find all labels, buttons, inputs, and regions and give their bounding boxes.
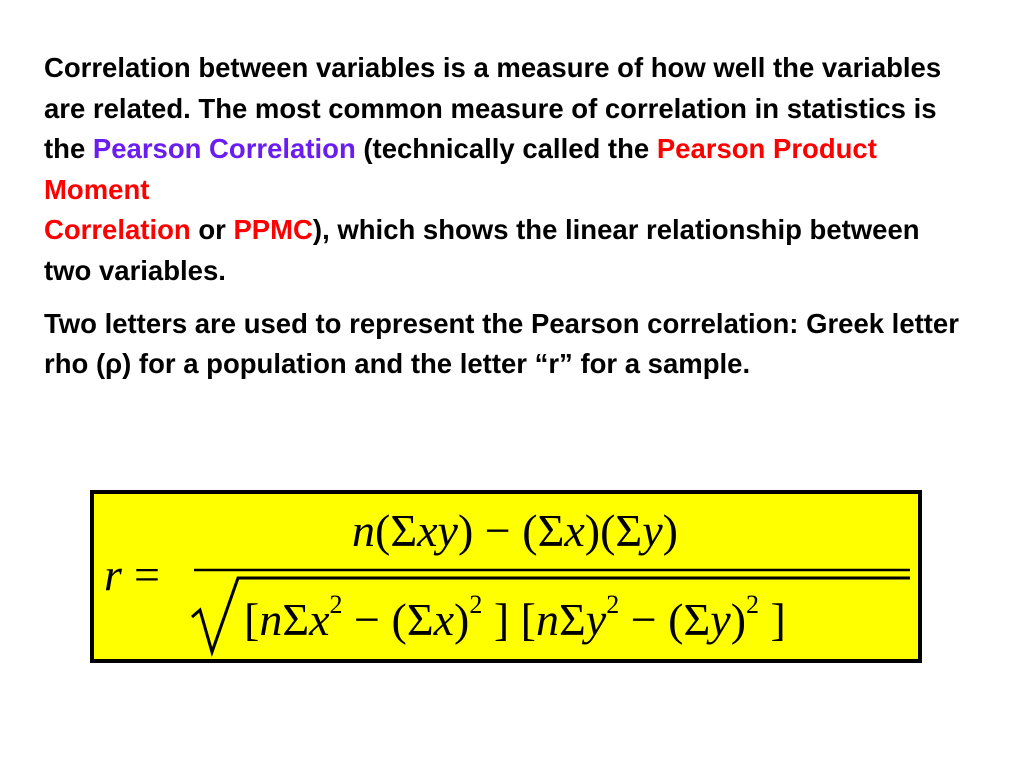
formula-numerator: n(Σxy) − (Σx)(Σy) bbox=[352, 505, 678, 556]
slide-text bbox=[44, 48, 974, 397]
ppmc-full-name-line2: Correlation bbox=[44, 214, 191, 246]
pearson-formula-box bbox=[90, 490, 922, 663]
paragraph1-text: (technically called the bbox=[355, 133, 657, 165]
paragraph1-text: ), which shows the linear relationship between two variables. bbox=[44, 214, 920, 286]
paragraph1-text: Correlation between variables is a measure of how well the variables are related. The most common measure of correlation in statistics is the bbox=[44, 52, 942, 165]
paragraph1-text: or bbox=[190, 214, 234, 246]
paragraph-letters-used: Two letters are used to represent the Pearson correlation: Greek letter rho (ρ) for a population and the letter “r” for a sample. bbox=[44, 307, 959, 380]
pearson-correlation-term: Pearson Correlation bbox=[92, 133, 356, 165]
paragraph-correlation-definition bbox=[44, 48, 974, 292]
pearson-formula bbox=[94, 494, 918, 659]
formula-denominator: [$n\Sigma x^2 - (\Sigma x)^2$ ] [$n\Sigma y^2 - (\Sigma y)^2$ ] bbox=[244, 590, 786, 645]
ppmc-abbreviation: PPMC bbox=[233, 214, 313, 246]
ppmc-full-name-line1: Pearson Product Moment bbox=[44, 133, 877, 205]
formula-equals-sign: = bbox=[134, 549, 160, 600]
formula-r-variable: r bbox=[104, 549, 122, 600]
